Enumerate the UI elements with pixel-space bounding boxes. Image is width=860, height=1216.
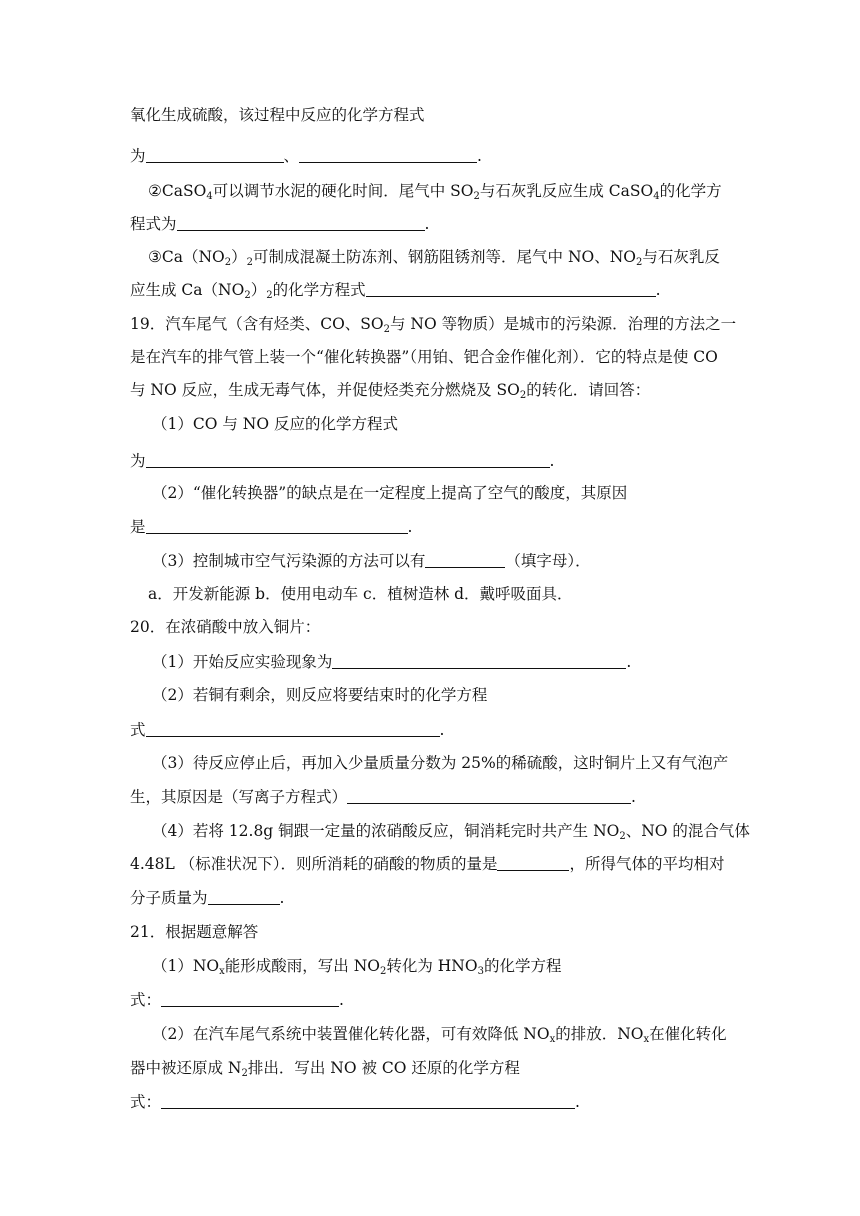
q18-part2-line1: ②CaSO$_4$可以调节水泥的硬化时间．尾气中 $SO_2$与石灰乳反应生成 CaSO$_4$的化学方 bbox=[148, 182, 722, 202]
q21-sub2-line3: 式： . bbox=[130, 1093, 580, 1111]
answer-blank[interactable] bbox=[146, 148, 284, 163]
q19-sub1-line1: （1）CO 与 NO 反应的化学方程式 bbox=[152, 415, 398, 433]
q18-answer-line-1: 为 、 . bbox=[130, 147, 482, 165]
answer-blank[interactable] bbox=[425, 553, 505, 568]
q19-stem-line3: 与 NO 反应，生成无毒气体，并促使烃类充分燃烧及 $SO_2$的转化．请回答： bbox=[130, 381, 651, 401]
q18-part3-line2: 应生成 $Ca(NO_2)_2$的化学方程式 . bbox=[130, 281, 661, 301]
q21-sub1-line2: 式： . bbox=[130, 991, 344, 1009]
answer-blank[interactable] bbox=[497, 856, 569, 871]
q19-sub2-line2: 是 . bbox=[130, 518, 413, 536]
q19-stem-line2: 是在汽车的排气管上装一个“催化转换器”（用铂、钯合金作催化剂）．它的特点是使 CO bbox=[130, 348, 718, 366]
answer-blank[interactable] bbox=[161, 1094, 575, 1109]
q20-stem: 20．在浓硝酸中放入铜片： bbox=[130, 618, 321, 636]
q20-sub2-line2: 式 . bbox=[130, 721, 445, 739]
q19-sub2-line1: （2）“催化转换器”的缺点是在一定程度上提高了空气的酸度，其原因 bbox=[152, 484, 628, 502]
q20-sub3-line2: 生，其原因是（写离子方程式） . bbox=[130, 788, 636, 806]
q18-part3-line1: $③Ca(NO_2)_2$可制成混凝土防冻剂、钢筋阻锈剂等．尾气中 NO、$NO_2$与石灰乳反 bbox=[148, 248, 720, 268]
q20-sub2-line1: （2）若铜有剩余，则反应将要结束时的化学方程 bbox=[152, 686, 488, 704]
answer-blank[interactable] bbox=[332, 654, 626, 669]
q20-sub3-line1: （3）待反应停止后，再加入少量质量分数为 25%的稀硫酸，这时铜片上又有气泡产 bbox=[152, 754, 729, 772]
answer-blank[interactable] bbox=[161, 992, 339, 1007]
q21-sub2-line1: （2）在汽车尾气系统中装置催化转化器，可有效降低 $NO_x$的排放．$NO_x$在催化转化 bbox=[152, 1025, 727, 1045]
q19-sub1-line2: 为 . bbox=[130, 452, 555, 470]
answer-blank[interactable] bbox=[146, 453, 550, 468]
q18-continuation-line: 氧化生成硫酸，该过程中反应的化学方程式 bbox=[130, 106, 425, 124]
q21-stem: 21．根据题意解答 bbox=[130, 923, 259, 941]
answer-blank[interactable] bbox=[366, 282, 656, 297]
q19-sub3-line1: （3）控制城市空气污染源的方法可以有 （填字母）． bbox=[152, 552, 591, 570]
answer-blank[interactable] bbox=[177, 216, 425, 231]
q21-sub1-line1: $(1)NO_x$能形成酸雨，写出 $NO_2$转化为 $HNO_3$的化学方程 bbox=[152, 957, 562, 977]
q20-sub4-line1: （4）若将 12.8g 铜跟一定量的浓硝酸反应，铜消耗完时共产生 $NO_2$、NO 的混合气体 bbox=[152, 822, 750, 842]
q20-sub4-line2: 4.48L （标准状况下）．则所消耗的硝酸的物质的量是 ，所得气体的平均相对 bbox=[130, 855, 725, 873]
q19-stem-line1: 19．汽车尾气（含有烃类、CO、$SO_2$与 NO 等物质）是城市的污染源．治理的方法之一 bbox=[130, 315, 737, 335]
answer-blank[interactable] bbox=[146, 722, 440, 737]
answer-blank[interactable] bbox=[146, 519, 408, 534]
q19-options: a．开发新能源 b．使用电动车 c．植树造林 d．戴呼吸面具． bbox=[148, 585, 573, 603]
q21-sub2-line2: 器中被还原成 $N_2$排出．写出 NO 被 CO 还原的化学方程 bbox=[130, 1059, 520, 1079]
answer-blank[interactable] bbox=[208, 890, 280, 905]
q20-sub4-line3: 分子质量为 . bbox=[130, 889, 285, 907]
answer-blank[interactable] bbox=[347, 789, 631, 804]
q20-sub1: （1）开始反应实验现象为 . bbox=[152, 653, 632, 671]
answer-blank[interactable] bbox=[299, 148, 477, 163]
q18-part2-line2: 程式为 . bbox=[130, 215, 430, 233]
